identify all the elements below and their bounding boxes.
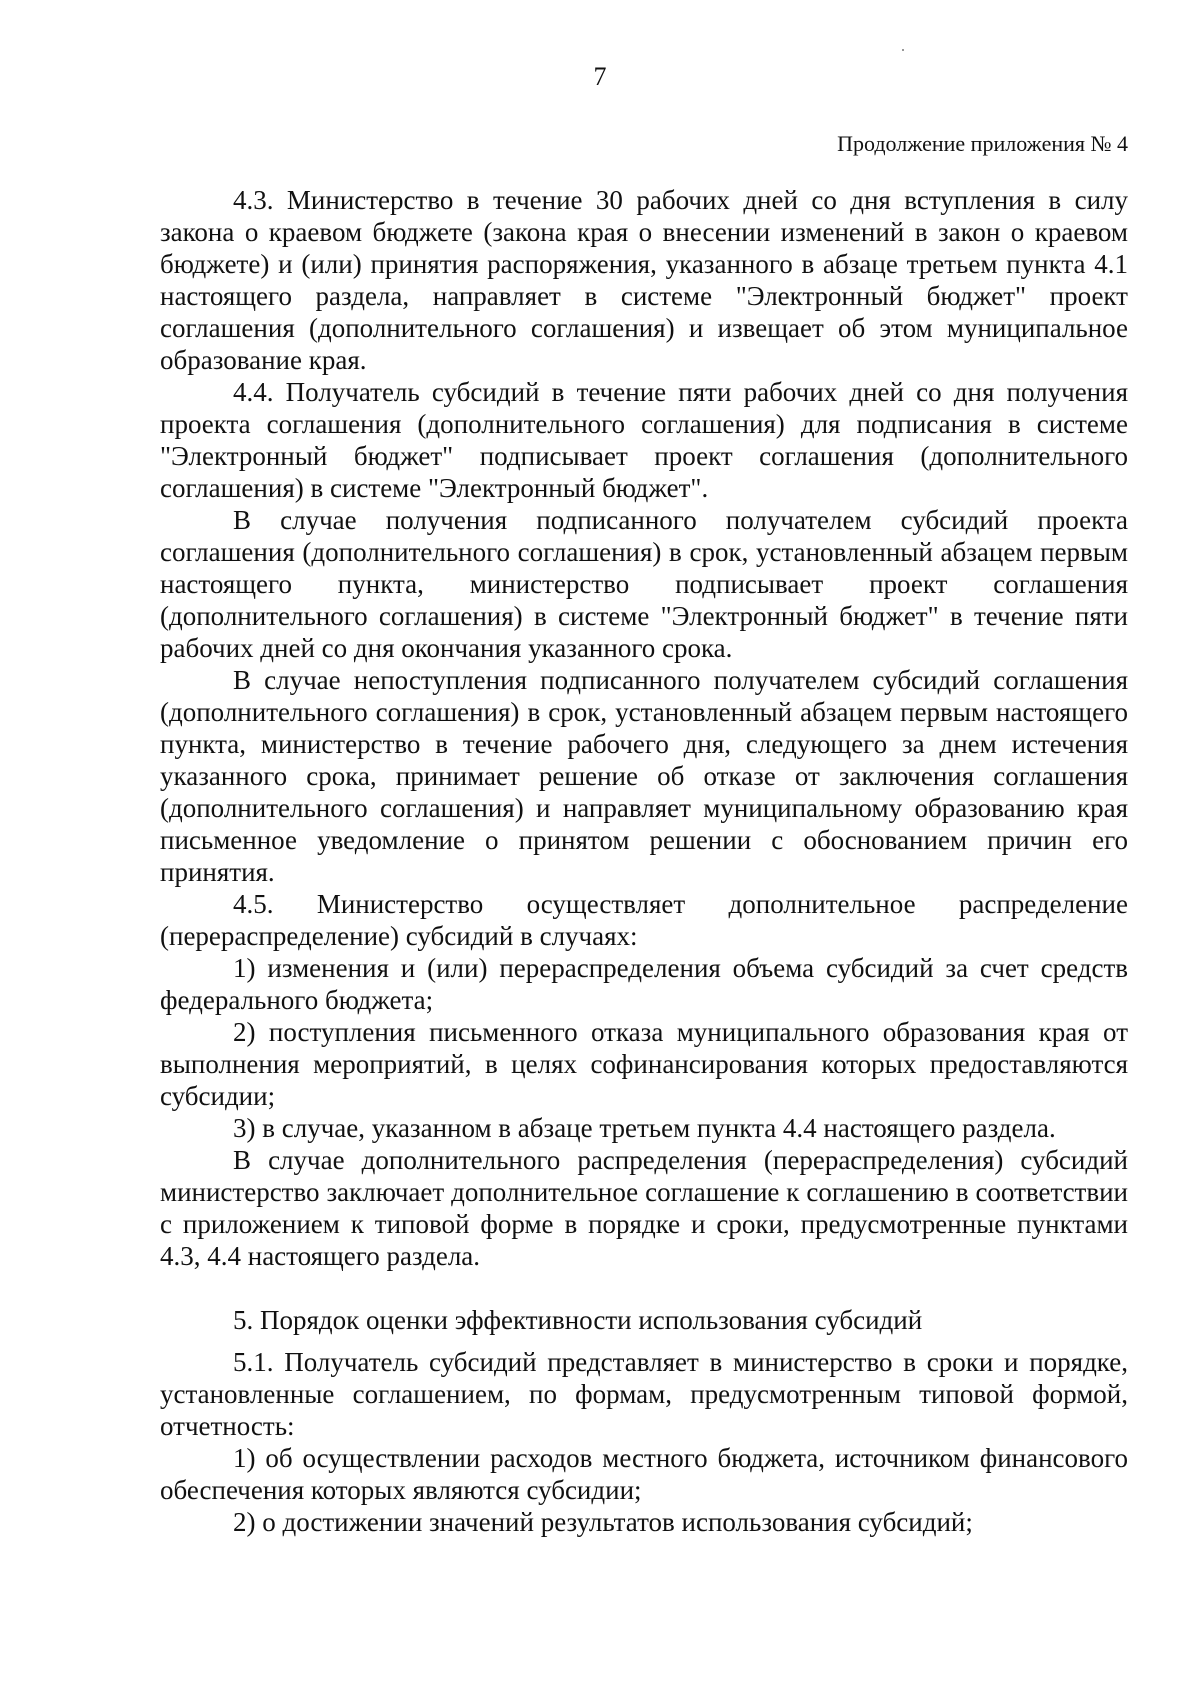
list-item-5-1-1: 1) об осуществлении расходов местного бюджета, источником финансового обеспечения которых являются субсидии; [160,1443,1128,1505]
paragraph-4-4: 4.4. Получатель субсидий в течение пяти рабочих дней со дня получения проекта соглашения (дополнительного соглашения) для подписания в системе "Электронный бюджет" подписывает проект соглашения (дополнительного соглашения) в системе "Электронный бюджет". [160,377,1128,503]
list-item-4-5-1: 1) изменения и (или) перераспределения объема субсидий за счет средств федерального бюджета; [160,953,1128,1015]
document-body [160,184,1128,1538]
paragraph-4-3: 4.3. Министерство в течение 30 рабочих дней со дня вступления в силу закона о краевом бюджете (закона края о внесении изменений в закон о краевом бюджете) и (или) принятия распоряжения, указанного в абзаце третьем пункта 4.1 настоящего раздела, направляет в системе "Электронный бюджет" проект соглашения (дополнительного соглашения) и извещает об этом муниципальное образование края. [160,185,1128,375]
scan-artifact-dot [902,49,904,51]
list-item-4-5-2: 2) поступления письменного отказа муниципального образования края от выполнения мероприятий, в целях софинансирования которых предоставляются субсидии; [160,1017,1128,1111]
page-number: 7 [593,62,607,91]
paragraph-5-1: 5.1. Получатель субсидий представляет в министерство в сроки и порядке, установленные соглашением, по формам, предусмотренным типовой формой, отчетность: [160,1347,1128,1441]
appendix-continuation-note: Продолжение приложения № 4 [837,131,1128,156]
paragraph-4-4-signed-case: В случае получения подписанного получателем субсидий проекта соглашения (дополнительного соглашения) в срок, установленный абзацем первым настоящего пункта, министерство подписывает проект соглашения (дополнительного соглашения) в системе "Электронный бюджет" в течение пяти рабочих дней со дня окончания указанного срока. [160,505,1128,663]
section-5-heading: 5. Порядок оценки эффективности использования субсидий [233,1305,923,1335]
paragraph-4-4-unsigned-case: В случае непоступления подписанного получателем субсидий соглашения (дополнительного соглашения) в срок, установленный абзацем первым настоящего пункта, министерство в течение рабочего дня, следующего за днем истечения указанного срока, принимает решение об отказе от заключения соглашения (дополнительного соглашения) и направляет муниципальному образованию края письменное уведомление о принятом решении с обоснованием причин его принятия. [160,665,1128,887]
list-item-4-5-3: 3) в случае, указанном в абзаце третьем пункта 4.4 настоящего раздела. [233,1113,1056,1143]
list-item-5-1-2: 2) о достижении значений результатов использования субсидий; [233,1507,973,1537]
paragraph-4-5-additional: В случае дополнительного распределения (перераспределения) субсидий министерство заключает дополнительное соглашение к соглашению в соответствии с приложением к типовой форме в порядке и сроки, предусмотренные пунктами 4.3, 4.4 настоящего раздела. [160,1145,1128,1271]
paragraph-4-5: 4.5. Министерство осуществляет дополнительное распределение (перераспределение) субсидий в случаях: [160,889,1128,951]
